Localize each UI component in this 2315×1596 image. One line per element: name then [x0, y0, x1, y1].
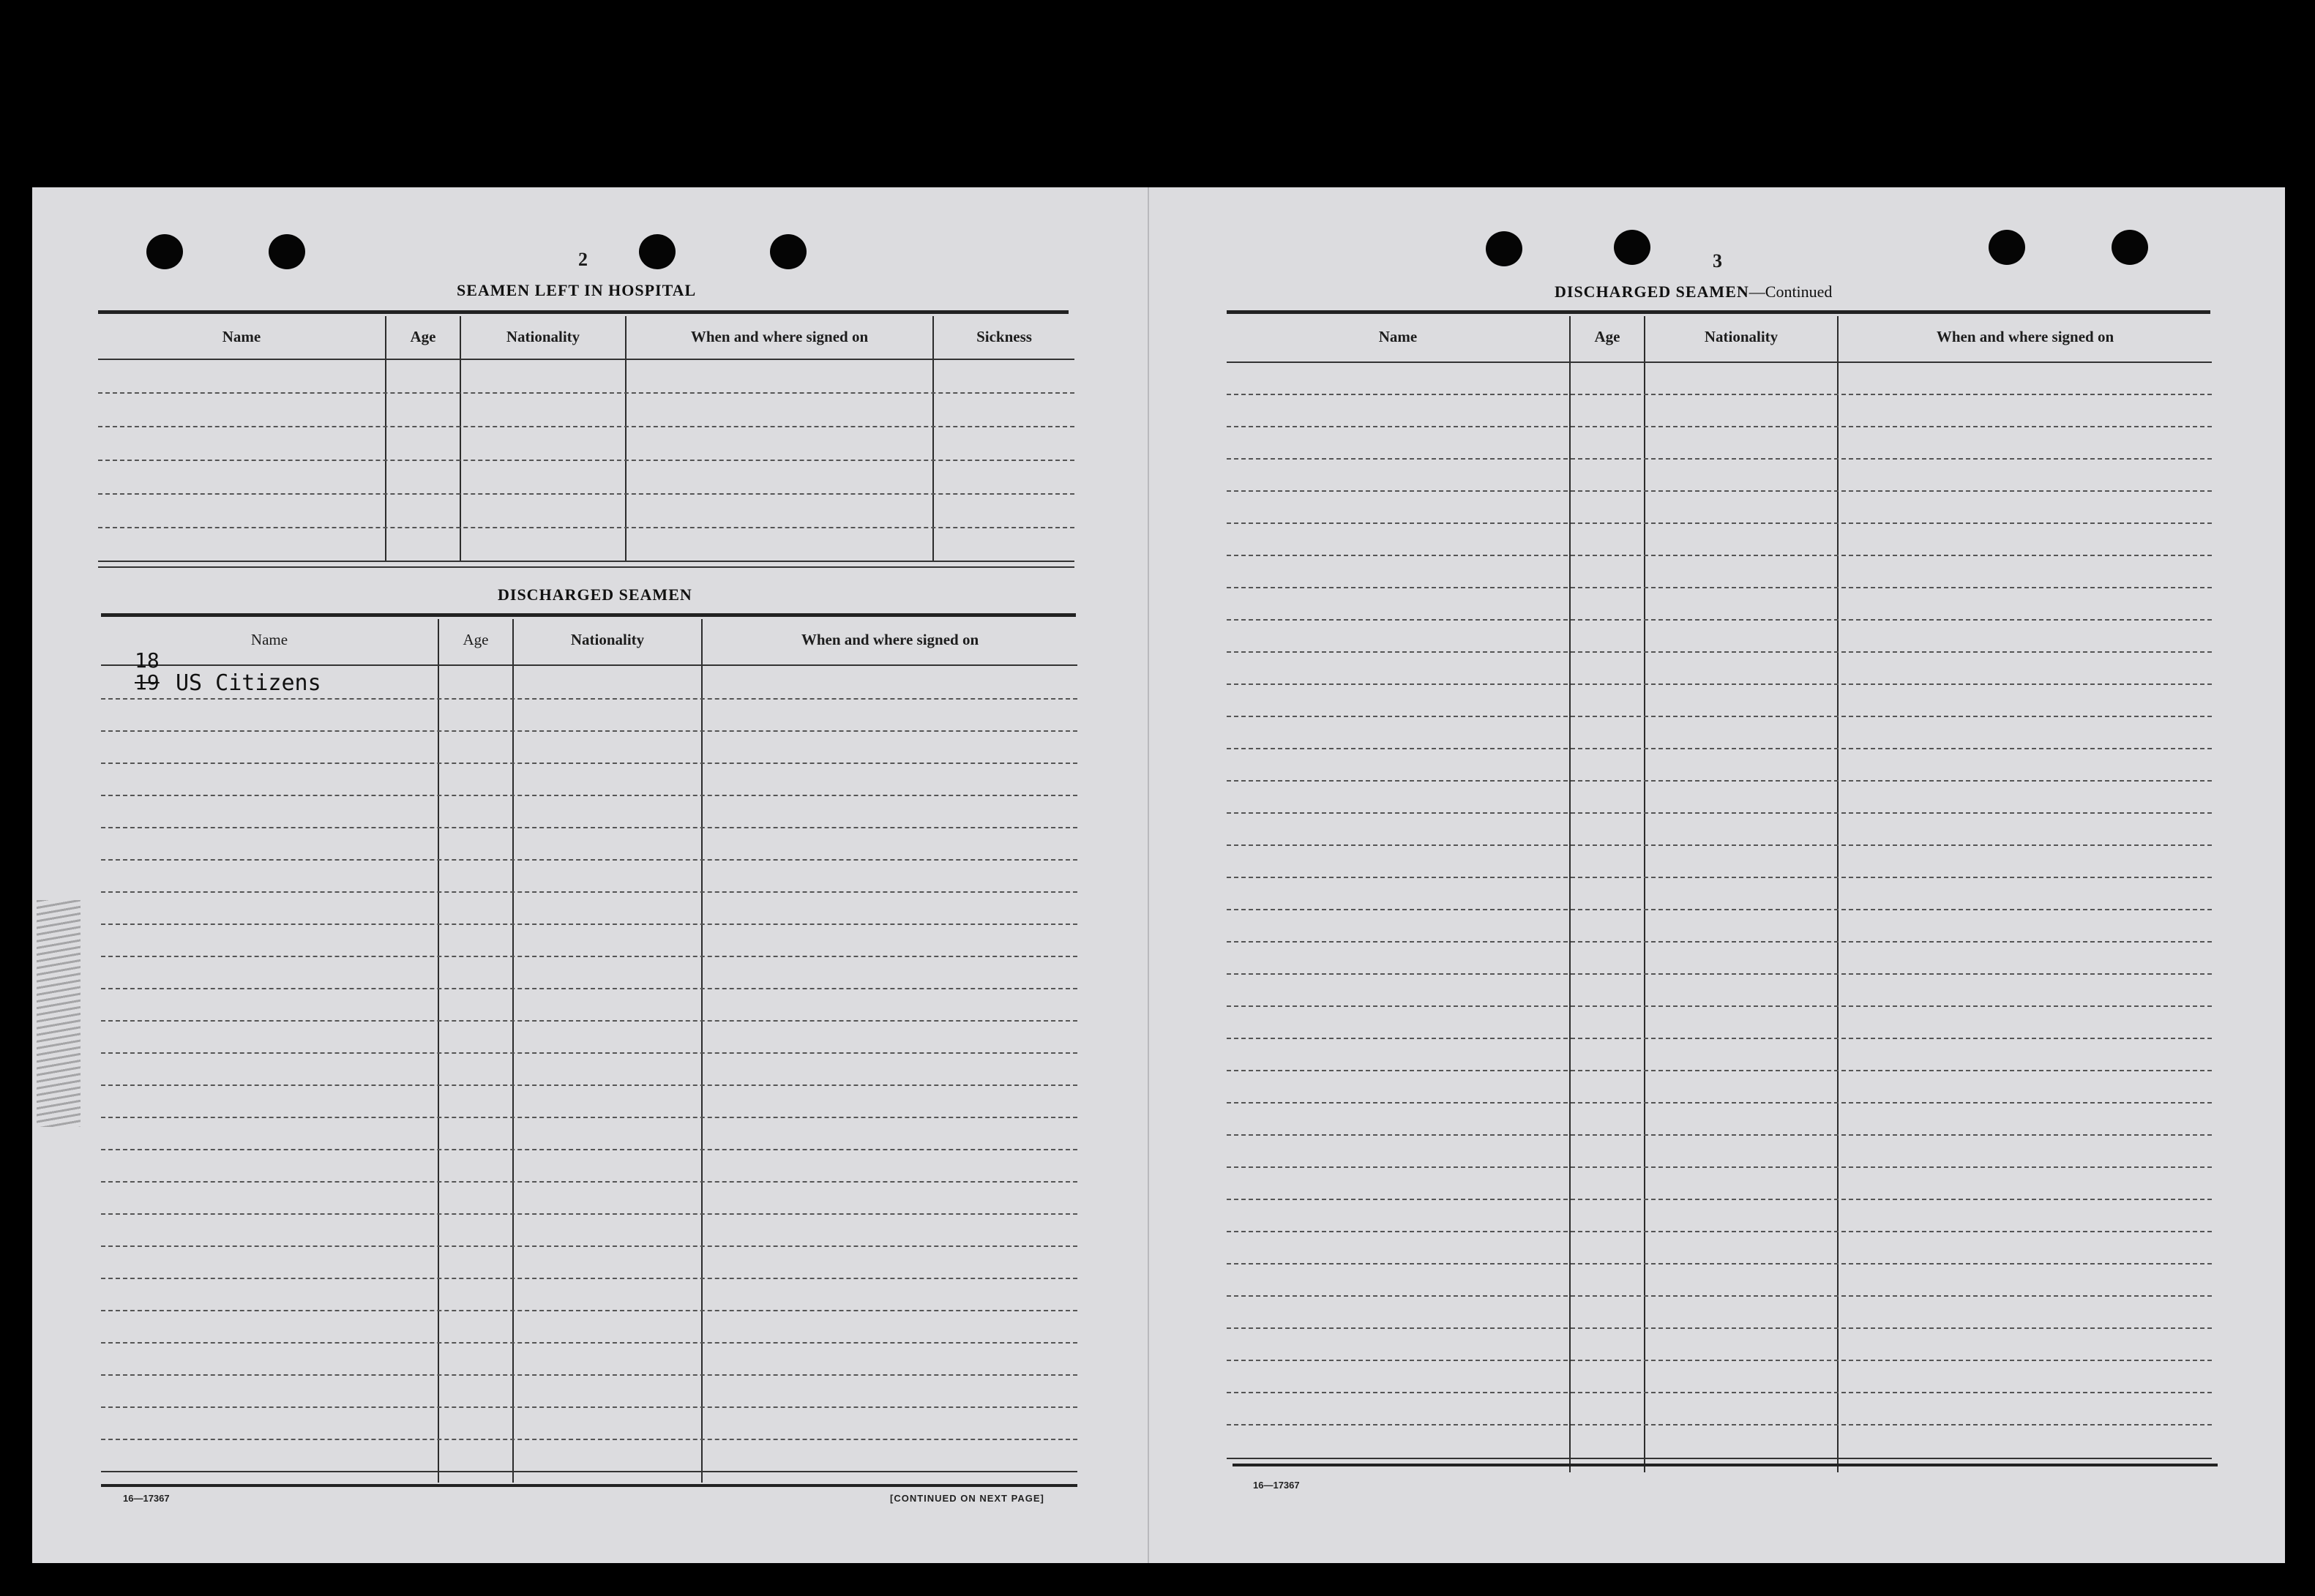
column-header-signed-on: When and where signed on	[801, 630, 979, 648]
rule	[1227, 310, 2210, 314]
row-line	[1227, 651, 2212, 653]
column-header-sickness: Sickness	[976, 327, 1032, 345]
form-code: 16—17367	[1253, 1480, 1300, 1491]
row-line	[1227, 1199, 2212, 1200]
handwritten-entry-text: US Citizens	[176, 670, 321, 696]
discharged-section-title: DISCHARGED SEAMEN	[498, 585, 692, 604]
row-line	[101, 1020, 1077, 1022]
column-header-signed-on: When and where signed on	[1936, 327, 2114, 345]
row-line	[1227, 1102, 2212, 1104]
row-line	[101, 1245, 1077, 1247]
row-line	[101, 1084, 1077, 1086]
row-line	[1227, 877, 2212, 878]
column-header-nationality: Nationality	[570, 630, 645, 648]
row-line	[1227, 1424, 2212, 1425]
page-number: 3	[1713, 250, 1722, 271]
rule	[98, 310, 1069, 314]
row-line	[1227, 555, 2212, 556]
row-line	[1227, 1295, 2212, 1297]
hospital-table	[98, 316, 1074, 565]
column-divider	[460, 316, 461, 562]
row-line	[1227, 490, 2212, 492]
punch-hole	[269, 234, 305, 269]
column-header-age: Age	[1594, 327, 1620, 345]
row-line	[1227, 1038, 2212, 1039]
row-line	[101, 1439, 1077, 1440]
column-divider	[1569, 316, 1571, 1472]
column-header-age: Age	[410, 327, 436, 345]
row-line	[101, 859, 1077, 861]
continued-note: [CONTINUED ON NEXT PAGE]	[890, 1493, 1044, 1504]
row-line	[1227, 426, 2212, 427]
discharged-continued-title	[1555, 282, 1832, 301]
row-line	[1227, 812, 2212, 814]
punch-hole	[1989, 230, 2025, 265]
column-header-name: Name	[1378, 327, 1418, 345]
discharged-continued-table	[1227, 316, 2212, 1475]
punch-hole	[2112, 230, 2148, 265]
section-title-text: DISCHARGED SEAMEN	[1555, 282, 1749, 301]
row-line	[101, 698, 1077, 700]
row-line	[101, 988, 1077, 989]
punch-hole	[1486, 231, 1522, 266]
row-line	[101, 1052, 1077, 1054]
row-line	[101, 1149, 1077, 1150]
row-line	[98, 460, 1074, 461]
header-rule	[98, 359, 1074, 360]
row-line	[1227, 683, 2212, 685]
rule	[1233, 1464, 2218, 1466]
column-header-age: Age	[463, 630, 489, 648]
row-line	[98, 392, 1074, 394]
row-line	[1227, 1327, 2212, 1329]
row-line	[101, 795, 1077, 796]
form-code: 16—17367	[123, 1493, 170, 1504]
row-line	[1227, 587, 2212, 588]
header-rule	[101, 664, 1077, 666]
column-header-nationality: Nationality	[506, 327, 580, 345]
row-line	[1227, 844, 2212, 846]
punch-hole	[1614, 230, 1650, 265]
table-bottom-rule	[98, 561, 1074, 562]
row-line	[1227, 1263, 2212, 1265]
row-line	[1227, 941, 2212, 943]
row-line	[1227, 1392, 2212, 1393]
row-line	[101, 1117, 1077, 1118]
row-line	[101, 1310, 1077, 1311]
row-line	[101, 923, 1077, 925]
row-line	[101, 730, 1077, 732]
rule	[98, 566, 1074, 568]
column-divider	[932, 316, 934, 562]
row-line	[1227, 1005, 2212, 1007]
row-line	[101, 1181, 1077, 1183]
column-divider	[1837, 316, 1839, 1472]
row-line	[101, 891, 1077, 893]
row-line	[1227, 1231, 2212, 1232]
row-line	[98, 426, 1074, 427]
column-header-nationality: Nationality	[1704, 327, 1779, 345]
row-line	[1227, 748, 2212, 749]
table-bottom-rule	[1227, 1458, 2212, 1459]
column-divider	[1644, 316, 1645, 1472]
section-title-suffix: —Continued	[1749, 282, 1833, 301]
column-divider	[438, 619, 439, 1483]
row-line	[101, 1213, 1077, 1215]
smudge-mark	[37, 900, 81, 1127]
row-line	[101, 1406, 1077, 1408]
rule	[101, 1484, 1077, 1487]
row-line	[98, 493, 1074, 495]
page-number: 2	[578, 249, 588, 270]
table-bottom-rule	[101, 1471, 1077, 1472]
row-line	[101, 1342, 1077, 1344]
row-line	[101, 763, 1077, 764]
rule	[101, 613, 1076, 617]
row-line	[1227, 522, 2212, 524]
row-line	[1227, 1360, 2212, 1361]
row-line	[101, 1278, 1077, 1279]
punch-hole	[146, 234, 183, 269]
column-divider	[385, 316, 386, 562]
row-line	[1227, 780, 2212, 782]
row-line	[1227, 1166, 2212, 1168]
row-line	[1227, 973, 2212, 975]
row-line	[1227, 1070, 2212, 1071]
row-line	[1227, 1134, 2212, 1136]
column-divider	[701, 619, 703, 1483]
handwritten-count-corrected: 18	[135, 648, 160, 673]
row-line	[98, 527, 1074, 528]
column-divider	[625, 316, 627, 562]
row-line	[1227, 394, 2212, 395]
punch-hole	[770, 234, 807, 269]
row-line	[101, 827, 1077, 828]
row-line	[1227, 619, 2212, 621]
row-line	[1227, 458, 2212, 460]
punch-hole	[639, 234, 676, 269]
handwritten-count-struck: 19	[135, 670, 160, 694]
column-header-name: Name	[222, 327, 261, 345]
hospital-section-title: SEAMEN LEFT IN HOSPITAL	[457, 281, 697, 299]
discharged-table	[101, 619, 1077, 1486]
row-line	[101, 1374, 1077, 1376]
column-header-signed-on: When and where signed on	[690, 327, 869, 345]
column-header-name: Name	[250, 630, 288, 648]
column-divider	[512, 619, 514, 1483]
header-rule	[1227, 361, 2212, 363]
row-line	[1227, 909, 2212, 910]
row-line	[101, 956, 1077, 957]
row-line	[1227, 716, 2212, 717]
